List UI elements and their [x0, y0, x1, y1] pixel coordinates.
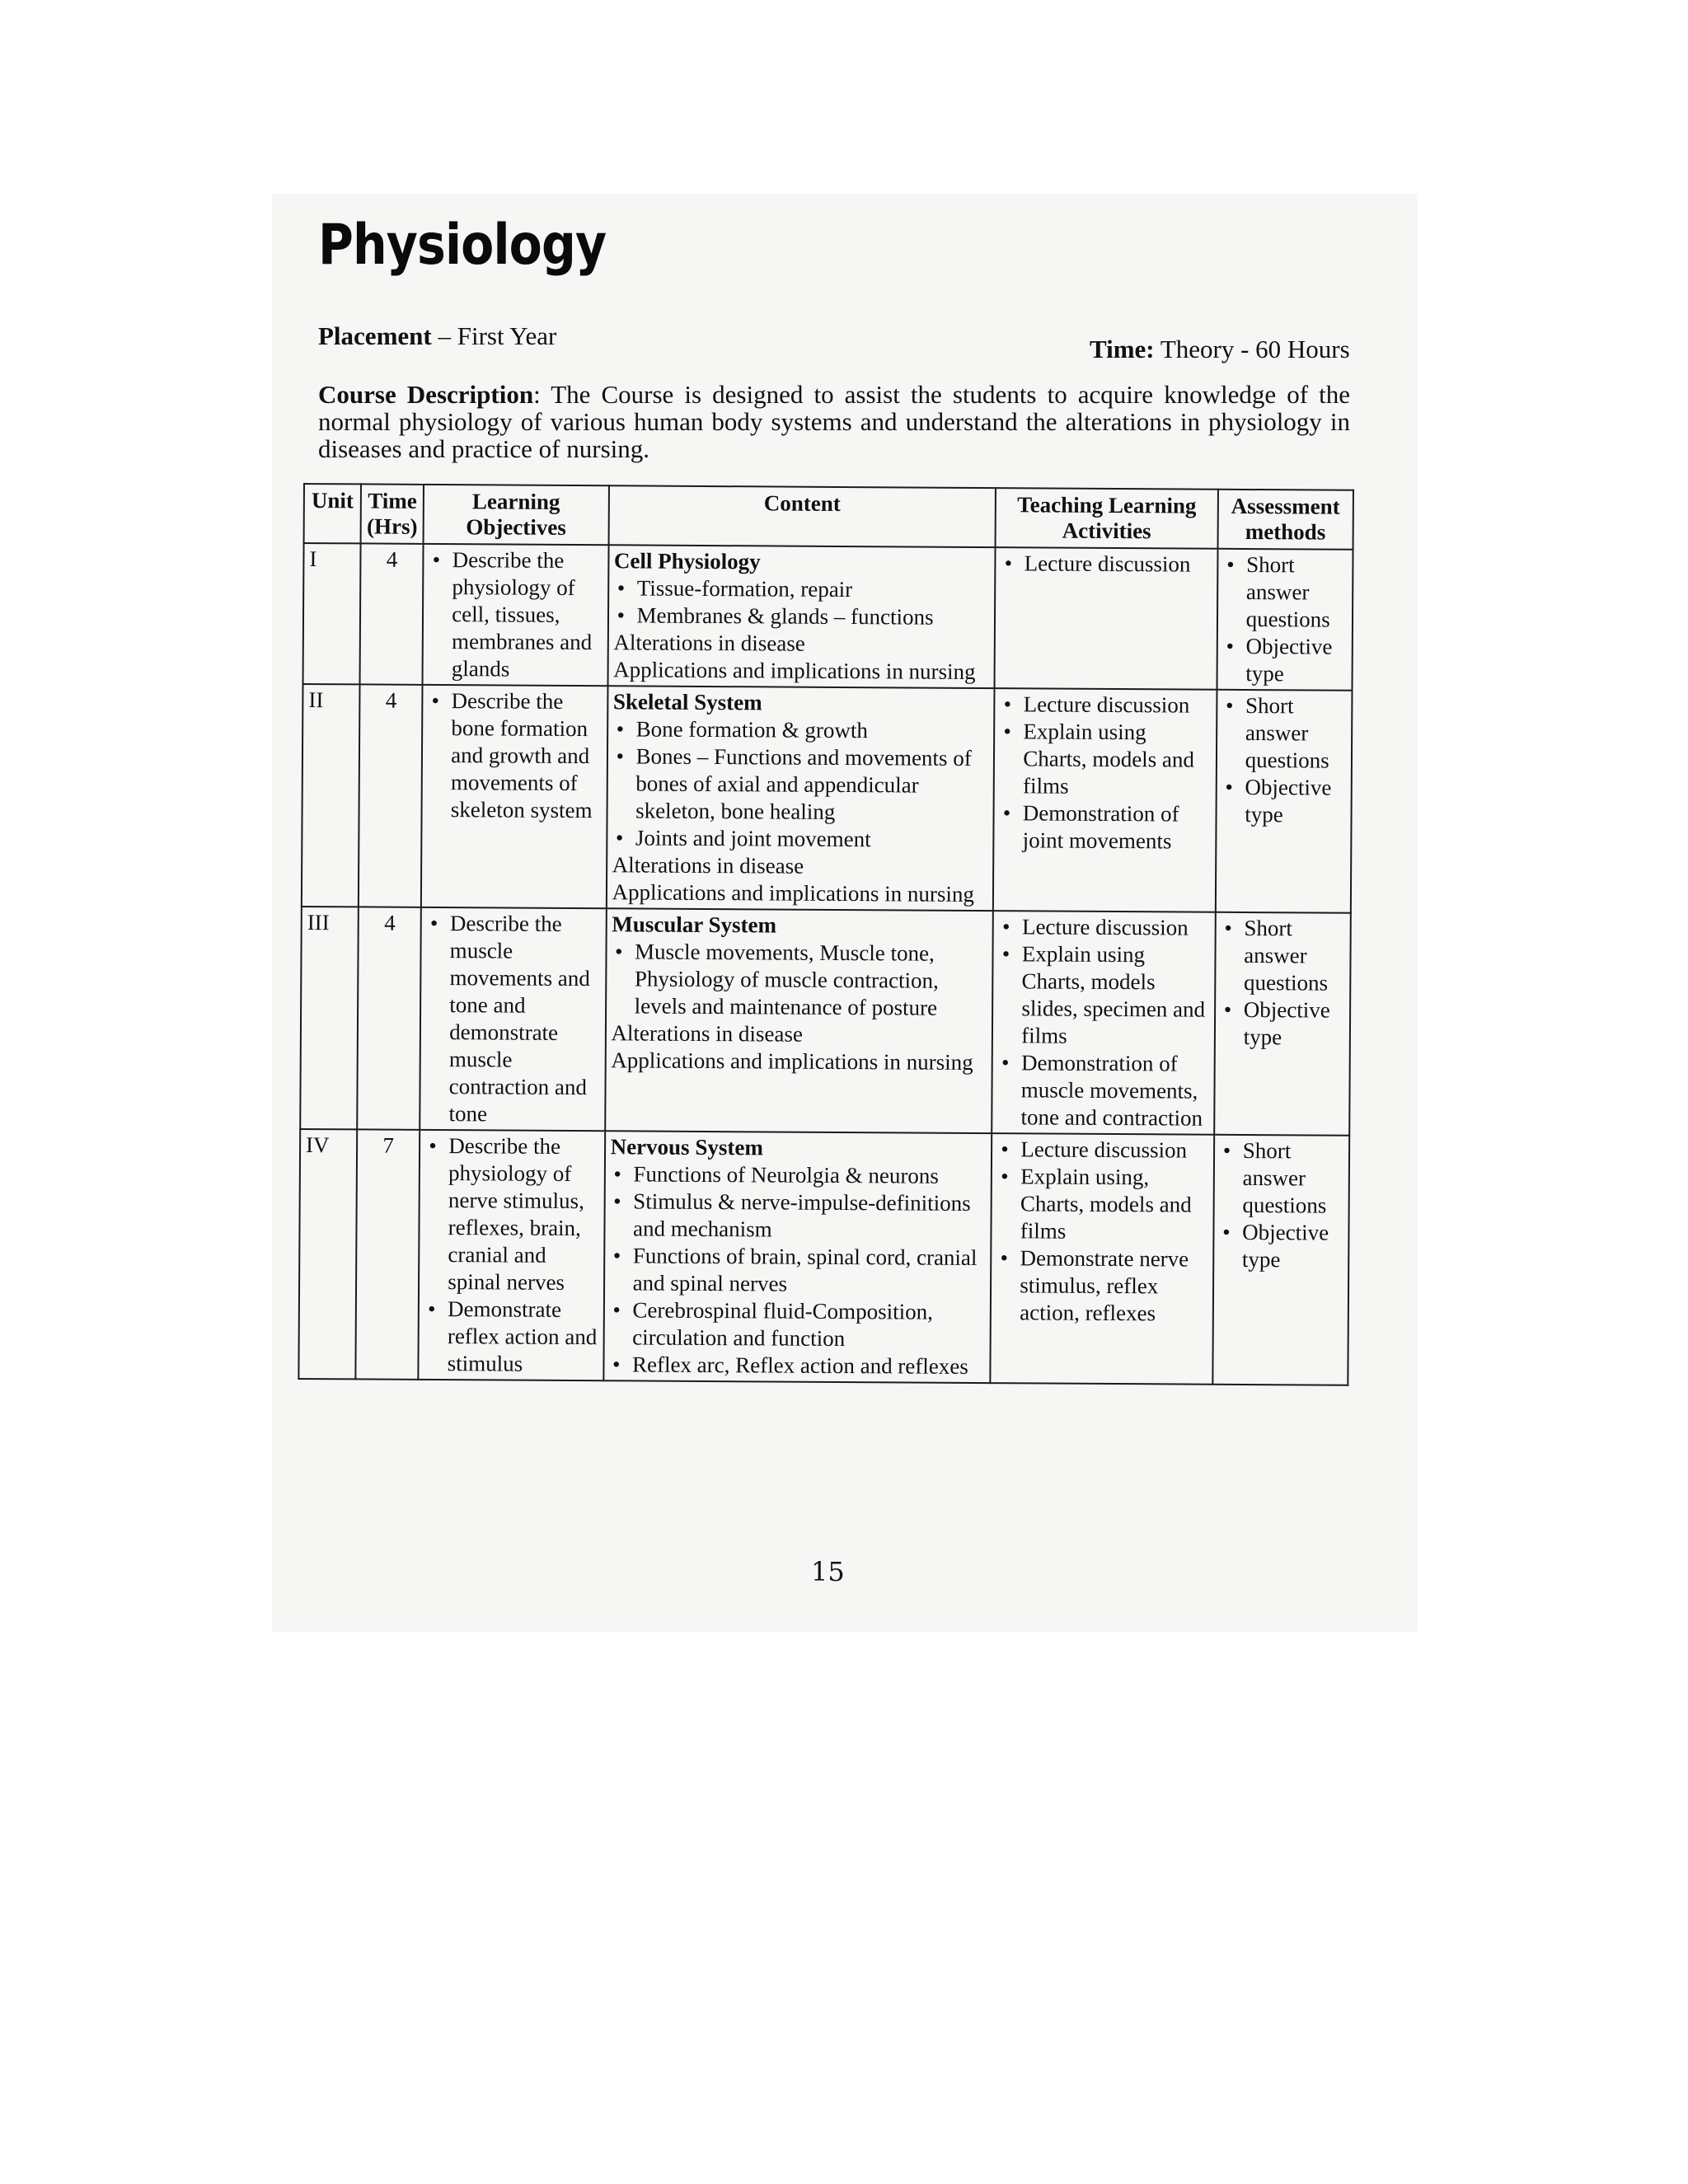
- objectives-cell: [419, 1130, 605, 1380]
- header-time: Time (Hrs): [361, 484, 424, 543]
- page-title: Physiology: [318, 213, 607, 278]
- objectives-list-item: • Describe the physiology of cell, tissues, membranes and glands: [452, 546, 603, 683]
- content-line: Alterations in disease: [611, 1020, 804, 1047]
- activities-list-item: • Explain using Charts, models slides, specimen and films: [1021, 940, 1209, 1050]
- content-title: Cell Physiology: [613, 548, 761, 574]
- activities-list-item: • Demonstrate nerve stimulus, reflex action, reflexes: [1020, 1244, 1207, 1327]
- hours-cell: 4: [357, 907, 421, 1129]
- time-label: Time:: [1090, 335, 1155, 363]
- activities-cell: [993, 688, 1217, 912]
- placement-label: Placement: [318, 321, 432, 350]
- assessment-cell: [1214, 912, 1351, 1136]
- activities-list-item: • Lecture discussion: [1024, 691, 1212, 719]
- unit-cell: I: [303, 543, 361, 684]
- unit-cell: III: [300, 907, 359, 1129]
- assessment-list: [1219, 1137, 1343, 1274]
- header-unit: Unit: [304, 484, 362, 543]
- content-line: Alterations in disease: [612, 852, 804, 879]
- objectives-list-item: • Describe the bone formation and growth and movements of skeleton system: [451, 687, 602, 824]
- content-cell: [605, 908, 993, 1133]
- assessment-list-item: • Short answer questions: [1245, 692, 1347, 775]
- activities-list-item: • Lecture discussion: [1020, 1136, 1208, 1164]
- content-line: Alterations in disease: [613, 630, 805, 656]
- content-list: [612, 715, 989, 854]
- activities-list: [1000, 691, 1212, 855]
- content-list: [609, 1160, 986, 1380]
- assessment-list-item: • Short answer questions: [1242, 1137, 1343, 1220]
- assessment-list-item: • Objective type: [1242, 1219, 1343, 1274]
- assessment-list: [1221, 915, 1345, 1052]
- header-content: Content: [608, 485, 996, 547]
- course-description-label: Course Description: [318, 380, 534, 409]
- table-row: [298, 1129, 1349, 1385]
- content-title: Nervous System: [610, 1134, 763, 1160]
- placement-line: [318, 321, 556, 351]
- hours-cell: 4: [359, 684, 423, 907]
- content-cell: [603, 1131, 992, 1383]
- placement-value: – First Year: [431, 321, 557, 350]
- table-row: [300, 907, 1351, 1136]
- hours-cell: 7: [355, 1129, 420, 1379]
- activities-cell: [992, 911, 1215, 1135]
- course-description: [318, 381, 1350, 462]
- activities-list: [997, 913, 1209, 1132]
- time-value: Theory - 60 Hours: [1154, 335, 1350, 363]
- content-line: Applications and implications in nursing: [612, 879, 975, 907]
- objectives-cell: [423, 544, 608, 686]
- activities-list-item: • Demonstration of muscle movements, tone and contraction: [1020, 1049, 1208, 1132]
- content-list-item: • Functions of brain, spinal cord, cranial and spinal nerves: [633, 1242, 986, 1299]
- content-list-item: • Stimulus & nerve-impulse-definitions and mechanism: [633, 1188, 986, 1244]
- curriculum-table: [298, 483, 1354, 1386]
- unit-cell: IV: [298, 1129, 357, 1379]
- content-list-item: • Tissue-formation, repair: [637, 574, 990, 604]
- activities-cell: [995, 547, 1217, 690]
- unit-cell: II: [302, 684, 360, 907]
- objectives-list: [428, 687, 602, 824]
- activities-list-item: • Lecture discussion: [1022, 913, 1210, 941]
- content-list-item: • Functions of Neurolgia & neurons: [633, 1160, 986, 1190]
- content-title: Muscular System: [612, 912, 777, 938]
- objectives-cell: [420, 907, 606, 1131]
- table-row: [303, 543, 1353, 691]
- objectives-list-item: • Describe the muscle movements and tone and demonstrate muscle contraction and tone: [448, 910, 600, 1128]
- content-list-item: • Reflex arc, Reflex action and reflexes: [632, 1351, 985, 1380]
- assessment-list-item: • Objective type: [1244, 996, 1345, 1052]
- content-list: [612, 938, 987, 1022]
- content-line: Applications and implications in nursing: [613, 657, 976, 684]
- objectives-list-item: • Demonstrate reflex action and stimulus: [448, 1296, 598, 1378]
- content-list-item: • Joints and joint movement: [635, 824, 988, 854]
- content-list-item: • Membranes & glands – functions: [636, 602, 989, 631]
- objectives-cell: [421, 685, 607, 908]
- content-list-item: • Bone formation & growth: [636, 715, 989, 745]
- header-objectives: Learning Objectives: [424, 485, 609, 545]
- objectives-list: [425, 910, 600, 1128]
- header-assessment: Assessment methods: [1217, 490, 1353, 550]
- content-list: [613, 574, 989, 631]
- content-list-item: • Bones – Functions and movements of bones of axial and appendicular skeleton, bone healing: [635, 743, 988, 827]
- assessment-cell: [1212, 1135, 1349, 1385]
- content-list-item: • Cerebrospinal fluid-Composition, circulation and function: [632, 1296, 985, 1353]
- assessment-list-item: • Short answer questions: [1244, 915, 1345, 997]
- assessment-list-item: • Objective type: [1245, 633, 1347, 688]
- course-description-text: : The Course is designed to assist the students to acquire knowledge of the normal physiology of various human body systems and understand the alterations in physiology in diseases and practice of nursing.: [318, 380, 1350, 463]
- time-line: [1090, 335, 1350, 364]
- content-list-item: • Muscle movements, Muscle tone, Physiology of muscle contraction, levels and maintenance of posture: [635, 938, 987, 1022]
- assessment-list: [1222, 551, 1347, 688]
- activities-cell: [991, 1133, 1214, 1385]
- assessment-cell: [1216, 690, 1353, 913]
- activities-list-item: • Lecture discussion: [1025, 550, 1212, 578]
- objectives-list-item: • Describe the physiology of nerve stimulus, reflexes, brain, cranial and spinal nerves: [448, 1132, 599, 1296]
- activities-list-item: • Demonstration of joint movements: [1023, 799, 1211, 855]
- assessment-list-item: • Objective type: [1245, 774, 1346, 829]
- activities-list-item: • Explain using, Charts, models and films: [1020, 1163, 1208, 1245]
- objectives-list: [429, 546, 603, 683]
- content-title: Skeletal System: [612, 689, 762, 715]
- table-row: [302, 684, 1353, 913]
- assessment-list-item: • Short answer questions: [1246, 551, 1348, 634]
- content-cell: [606, 686, 994, 911]
- activities-list-item: • Explain using Charts, models and films: [1023, 718, 1211, 800]
- activities-list: [1001, 550, 1212, 579]
- assessment-cell: [1217, 549, 1353, 691]
- table-body: [298, 543, 1353, 1385]
- header-activities: Teaching Learning Activities: [996, 488, 1218, 549]
- hours-cell: 4: [360, 543, 424, 684]
- content-line: Applications and implications in nursing: [611, 1047, 973, 1075]
- objectives-list: [424, 1132, 599, 1378]
- assessment-list: [1221, 692, 1346, 829]
- activities-list: [996, 1136, 1208, 1328]
- page-number: 15: [811, 1556, 845, 1587]
- content-cell: [607, 545, 996, 688]
- table-header-row: [304, 484, 1353, 550]
